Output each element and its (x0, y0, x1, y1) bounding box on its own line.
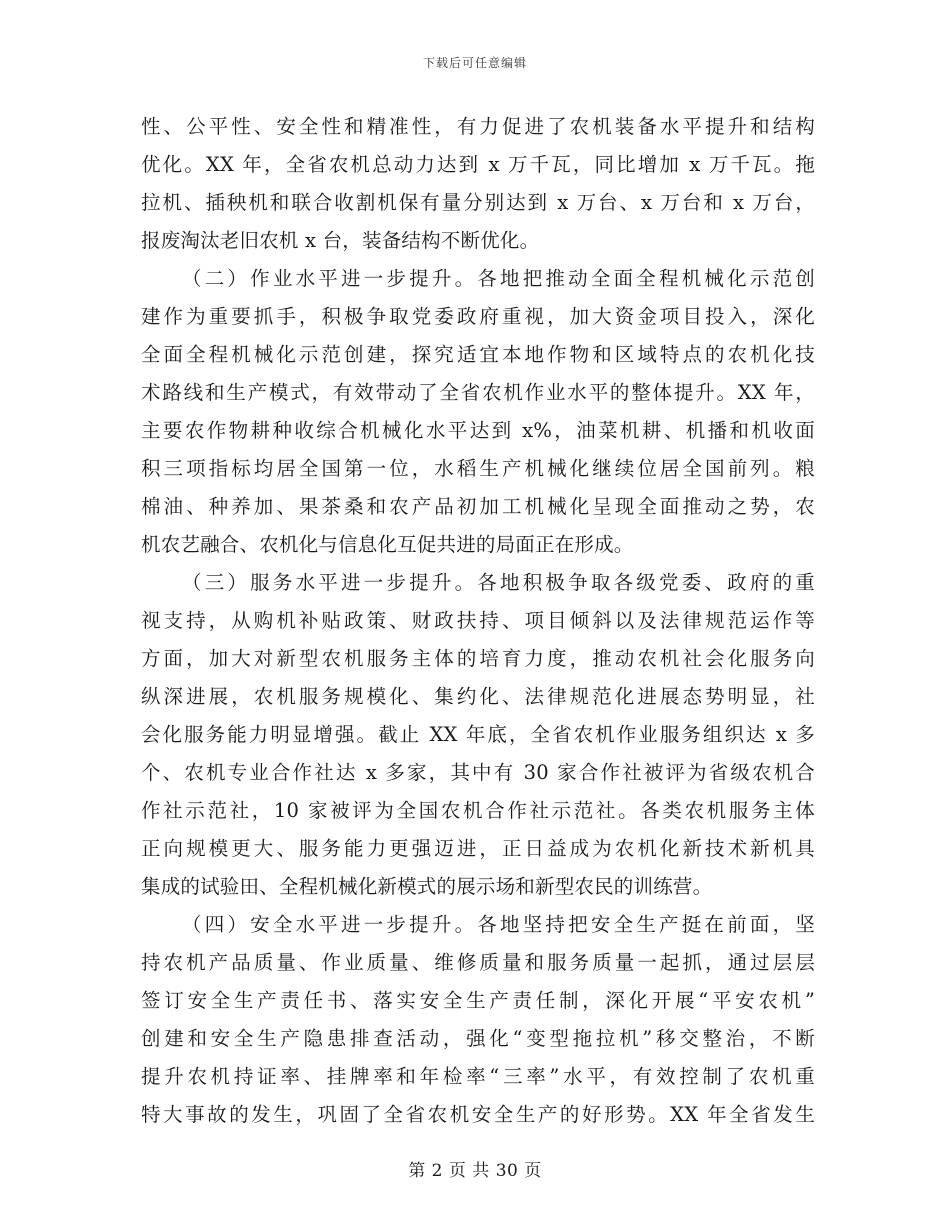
text-line: 主要农作物耕种收综合机械化水平达到 x%，油菜机耕、机播和机收面 (141, 419, 815, 442)
text-line: 特大事故的发生，巩固了全省农机安全生产的好形势。XX 年全省发生 (141, 1103, 815, 1126)
text-line: 个、农机专业合作社达 x 多家，其中有 30 家合作社被评为省级农机合 (141, 761, 815, 784)
text-line: 机农艺融合、农机化与信息化互促共进的局面正在形成。 (141, 533, 634, 556)
text-line: 全面全程机械化示范创建，探究适宜本地作物和区域特点的农机化技 (141, 343, 815, 366)
text-line: 拉机、插秧机和联合收割机保有量分别达到 x 万台、x 万台和 x 万台， (141, 191, 815, 214)
paragraph-heading-line: （四）安全水平进一步提升。各地坚持把安全生产挺在前面，坚 (182, 913, 815, 936)
text-line: 视支持，从购机补贴政策、财政扶持、项目倾斜以及法律规范运作等 (141, 609, 815, 632)
text-line: 创建和安全生产隐患排查活动，强化“变型拖拉机”移交整治，不断 (141, 1027, 815, 1050)
text-line: 优化。XX 年，全省农机总动力达到 x 万千瓦，同比增加 x 万千瓦。拖 (141, 153, 815, 176)
text-line: 正向规模更大、服务能力更强迈进，正日益成为农机化新技术新机具 (141, 837, 815, 860)
text-line: 签订安全生产责任书、落实安全生产责任制，深化开展“平安农机” (141, 989, 815, 1012)
page-header-note: 下载后可任意编辑 (422, 56, 527, 70)
text-line: 建作为重要抓手，积极争取党委政府重视，加大资金项目投入，深化 (141, 305, 815, 328)
document-body (141, 108, 815, 1134)
text-line: 提升农机持证率、挂牌率和年检率“三率”水平，有效控制了农机重 (141, 1065, 815, 1088)
text-line: 性、公平性、安全性和精准性，有力促进了农机装备水平提升和结构 (141, 115, 815, 138)
text-line: 报废淘汰老旧农机 x 台，装备结构不断优化。 (141, 229, 540, 252)
page-number-footer: 第 2 页 共 30 页 (408, 1161, 542, 1181)
text-line: 会化服务能力明显增强。截止 XX 年底，全省农机作业服务组织达 x 多 (141, 723, 815, 746)
paragraph-heading-line: （三）服务水平进一步提升。各地积极争取各级党委、政府的重 (182, 571, 815, 594)
text-line: 积三项指标均居全国第一位，水稻生产机械化继续位居全国前列。粮 (141, 457, 815, 480)
text-line: 方面，加大对新型农机服务主体的培育力度，推动农机社会化服务向 (141, 647, 815, 670)
paragraph-heading-line: （二）作业水平进一步提升。各地把推动全面全程机械化示范创 (182, 267, 815, 290)
text-line: 棉油、种养加、果茶桑和农产品初加工机械化呈现全面推动之势，农 (141, 495, 815, 518)
text-line: 作社示范社，10 家被评为全国农机合作社示范社。各类农机服务主体 (141, 799, 815, 822)
text-line: 纵深进展，农机服务规模化、集约化、法律规范化进展态势明显，社 (141, 685, 815, 708)
text-line: 集成的试验田、全程机械化新模式的展示场和新型农民的训练营。 (141, 875, 713, 898)
text-line: 术路线和生产模式，有效带动了全省农机作业水平的整体提升。XX 年， (141, 381, 815, 404)
text-line: 持农机产品质量、作业质量、维修质量和服务质量一起抓，通过层层 (141, 951, 815, 974)
